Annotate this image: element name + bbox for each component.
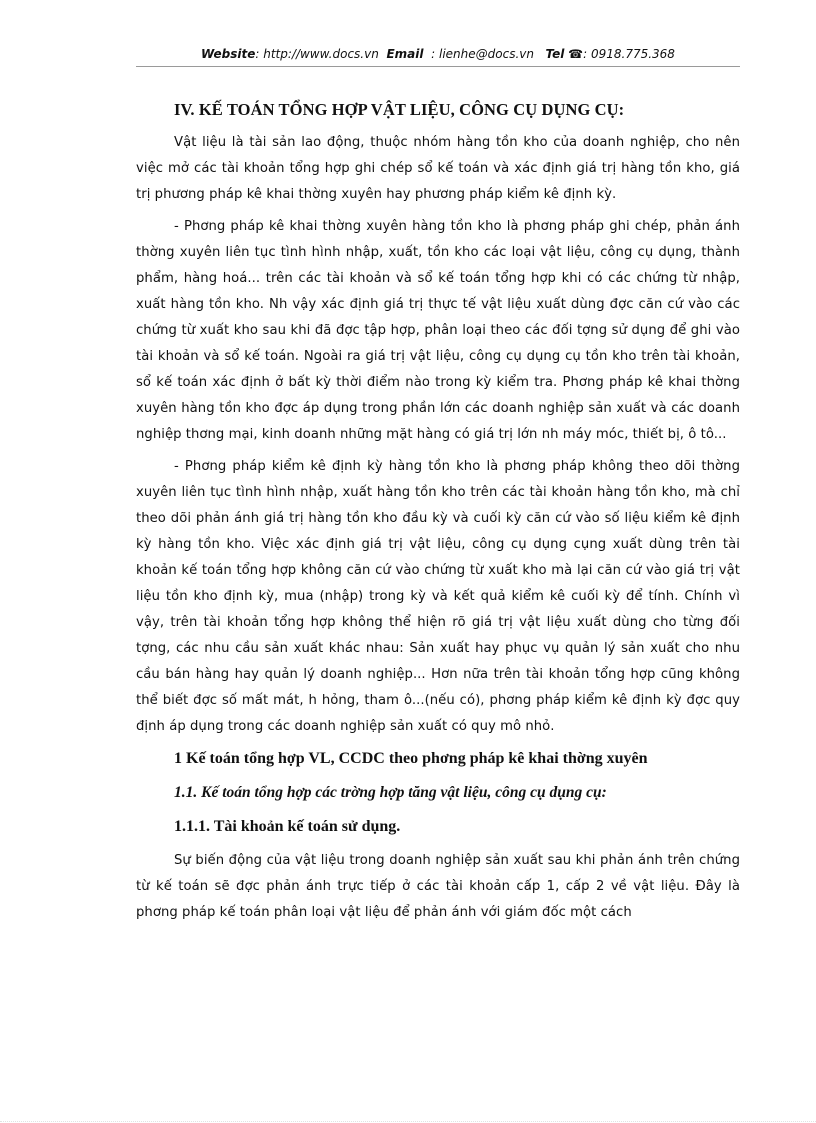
phone-icon: ☎: [568, 47, 584, 61]
heading-1-1-1: 1.1.1. Tài khoản kế toán sử dụng.: [174, 818, 401, 835]
email-address[interactable]: : lienhe@docs.vn: [431, 47, 534, 61]
document-body: [136, 100, 740, 932]
email-label: Email: [386, 47, 424, 61]
paragraph-intro: Vật liệu là tài sản lao động, thuộc nhóm hàng tồn kho của doanh nghiệp, cho nên việc mở các tài khoản tổng hợp ghi chép sổ kế toán và xác định giá trị hàng tồn kho, giá trị phương pháp kê khai thờng xuyên hay phương pháp kiểm kê định kỳ.: [136, 135, 740, 202]
page-header: [136, 47, 740, 61]
header-divider: [136, 66, 740, 67]
section-title: IV. KẾ TOÁN TỔNG HỢP VẬT LIỆU, CÔNG CỤ DỤNG CỤ:: [174, 100, 625, 119]
website-label: Website: [201, 47, 256, 61]
tel-number: : 0918.775.368: [583, 47, 675, 61]
paragraph-perpetual-method: - Phơng pháp kê khai thờng xuyên hàng tồn kho là phơng pháp ghi chép, phản ánh thờng xuyên liên tục tình hình nhập, xuất, tồn kho các loại vật liệu, công cụ dụng, thành phẩm, hàng hoá... trên các tài khoản và sổ kế toán tổng hợp khi có các chứng từ nhập, xuất hàng tồn kho. Nh vậy xác định giá trị thực tế vật liệu xuất dùng đợc căn cứ vào các chứng từ xuất kho sau khi đã đợc tập hợp, phân loại theo các đối tợng sử dụng để ghi vào tài khoản và sổ kế toán. Ngoài ra giá trị vật liệu, công cụ dụng cụ tồn kho trên tài khoản, sổ kế toán xác định ở bất kỳ thời điểm nào trong kỳ kiểm tra. Phơng pháp kê khai thờng xuyên hàng tồn kho đợc áp dụng trong phần lớn các doanh nghiệp sản xuất và các doanh nghiệp thơng mại, kinh doanh những mặt hàng có giá trị lớn nh máy móc, thiết bị, ô tô...: [136, 219, 740, 442]
website-url[interactable]: : http://www.docs.vn: [255, 47, 379, 61]
paragraph-accounts: Sự biến động của vật liệu trong doanh nghiệp sản xuất sau khi phản ánh trên chứng từ kế toán sẽ đợc phản ánh trực tiếp ở các tài khoản cấp 1, cấp 2 về vật liệu. Đây là phơng pháp kế toán phân loại vật liệu để phản ánh với giám đốc một cách: [136, 853, 740, 920]
tel-label: Tel: [545, 47, 565, 61]
heading-1-1: 1.1. Kế toán tổng hợp các trờng hợp tăng vật liệu, công cụ dụng cụ:: [174, 784, 607, 801]
page-bottom-edge: [0, 1121, 816, 1122]
paragraph-periodic-method: - Phơng pháp kiểm kê định kỳ hàng tồn kho là phơng pháp không theo dõi thờng xuyên liên tục tình hình nhập, xuất hàng tồn kho trên các tài khoản hàng tồn kho, mà chỉ theo dõi phản ánh giá trị hàng tồn kho đầu kỳ và cuối kỳ căn cứ vào số liệu kiểm kê định kỳ hàng tồn kho. Việc xác định giá trị vật liệu, công cụ dụng cụng xuất dùng trên tài khoản kế toán tổng hợp không căn cứ vào chứng từ xuất kho mà lại căn cứ vào giá trị vật liệu tồn kho định kỳ, mua (nhập) trong kỳ và kết quả kiểm kê cuối kỳ để tính. Chính vì vậy, trên tài khoản tổng hợp không thể hiện rõ giá trị vật liệu xuất dùng cho từng đối tợng, các nhu cầu sản xuất khác nhau: Sản xuất hay phục vụ quản lý sản xuất cho nhu cầu bán hàng hay quản lý doanh nghiệp... Hơn nữa trên tài khoản tổng hợp cũng không thể biết đợc số mất mát, h hỏng, tham ô...(nếu có), phơng pháp kiểm kê định kỳ đợc quy định áp dụng trong các doanh nghiệp sản xuất có quy mô nhỏ.: [136, 459, 740, 734]
heading-1: 1 Kế toán tổng hợp VL, CCDC theo phơng pháp kê khai thờng xuyên: [174, 750, 648, 767]
